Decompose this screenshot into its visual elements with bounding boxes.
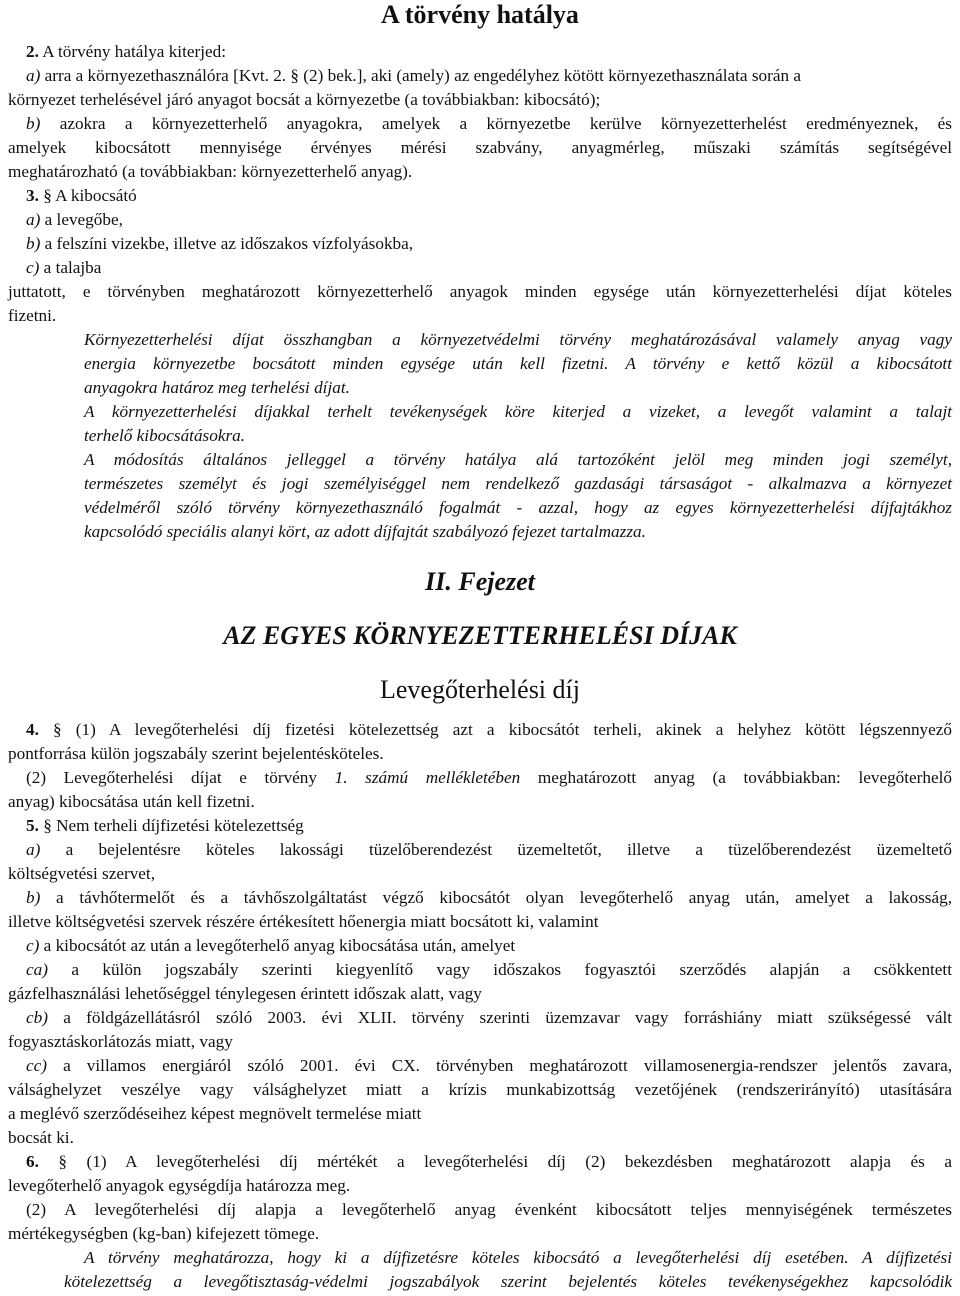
paragraph-6-line1 (8, 1150, 952, 1174)
paragraph-2b-cont1: amelyek kibocsátott mennyisége érvényes mérési szabvány, anyagmérleg, műszaki számítás segítségével (8, 138, 952, 157)
paragraph-text: a földgázellátásról szóló 2003. évi XLII. törvény szerinti üzemzavar vagy forráshiány miatt szükségessé vált (47, 1008, 952, 1027)
paragraph-5-heading (8, 814, 952, 838)
section-heading: Levegőterhelési díj (380, 675, 580, 704)
paragraph-5cc-cont1: válsághelyzet veszélye vagy válsághelyzet miatt a krízis munkabizottság vezetőjének (rendszerirányító) utasítására (8, 1080, 952, 1099)
paragraph-2a (8, 64, 952, 88)
paragraph-number: 3. (26, 186, 39, 205)
paragraph-5cc-cont2: a meglévő szerződéseihez képest megnövelt termelése miatt (8, 1104, 422, 1123)
paragraph-5a (8, 838, 952, 862)
commentary-1-line1: Környezetterhelési díjat összhangban a környezetvédelmi törvény meghatározásával valamely anyag vagy (84, 330, 952, 349)
point-label: b) (26, 114, 41, 133)
paragraph-text: meghatározott anyag (a továbbiakban: levegőterhelő (520, 768, 952, 787)
paragraph-text: A törvény hatálya kiterjed: (38, 42, 226, 61)
paragraph-6-2-line1: (2) A levegőterhelési díj alapja a levegőterhelő anyag évenként kibocsátott teljes mennyiségének természetes (26, 1200, 952, 1219)
point-label: cc) (26, 1056, 47, 1075)
point-label: a) (26, 66, 41, 85)
section-sign: § (43, 186, 52, 205)
paragraph-5cb-cont: fogyasztáskorlátozás miatt, vagy (8, 1032, 233, 1051)
paragraph-text: Nem terheli díjfizetési kötelezettség (51, 816, 304, 835)
paragraph-4-line2: pontforrása külön jogszabály szerint bejelentésköteles. (8, 744, 384, 763)
paragraph-text: a bejelentésre köteles lakossági tüzelőberendezést üzemeltetőt, illetve a tüzelőberendezést üzemeltető (40, 840, 952, 859)
paragraph-text: azokra a környezetterhelő anyagokra, amelyek a környezetbe kerülve környezetterhelést eredményeznek, és (40, 114, 952, 133)
chapter-heading: II. Fejezet (425, 567, 535, 596)
paragraph-number: 2. (26, 42, 39, 61)
commentary-2-line1: A környezetterhelési díjakkal terhelt tevékenységek köre kiterjed a vizeket, a levegőt valamint a talajt (84, 402, 952, 421)
commentary-1-line3: anyagokra határoz meg terhelési díjat. (84, 378, 350, 397)
point-label: b) (26, 234, 41, 253)
paragraph-2a-cont: környezet terhelésével járó anyagot bocsát a környezetbe (a továbbiakban: kibocsátó); (8, 90, 601, 109)
paragraph-5c (8, 934, 952, 958)
paragraph-3b (8, 232, 952, 256)
paragraph-5ca (8, 958, 952, 982)
section-sign: § (43, 816, 52, 835)
paragraph-3c (8, 256, 952, 280)
annex-reference: 1. számú mellékletében (334, 768, 521, 787)
paragraph-text: a felszíni vizekbe, illetve az időszakos vízfolyásokba, (40, 234, 414, 253)
paragraph-text: a levegőbe, (40, 210, 123, 229)
paragraph-text: (1) A levegőterhelési díj fizetési kötelezettség azt a kibocsátót terheli, akinek a helyhez kötött légszennyező (61, 720, 952, 739)
paragraph-text: (2) Levegőterhelési díjat e törvény (26, 768, 335, 787)
paragraph-2b-cont2: meghatározható (a továbbiakban: környezetterhelő anyag). (8, 162, 413, 181)
paragraph-4-2-cont: anyag) kibocsátása után kell fizetni. (8, 792, 255, 811)
commentary-4-line1: A törvény meghatározza, hogy ki a díjfizetésre köteles kibocsátó a levegőterhelési díj esetében. A díjfizetési (84, 1248, 952, 1267)
paragraph-text: a kibocsátót az után a levegőterhelő anyag kibocsátása után, amelyet (39, 936, 516, 955)
paragraph-5-tail: bocsát ki. (8, 1128, 74, 1147)
point-label: cb) (26, 1008, 48, 1027)
paragraph-3-tail2: fizetni. (8, 306, 57, 325)
point-label: ca) (26, 960, 48, 979)
point-label: c) (26, 258, 40, 277)
paragraph-3-heading (8, 184, 952, 208)
point-label: a) (26, 210, 41, 229)
paragraph-5cc (8, 1054, 952, 1078)
paragraph-2b (8, 112, 952, 136)
commentary-3-line2: természetes személyt és jogi személyiséggel nem rendelkező gazdasági társaságot - alkalmazva a környezet (84, 474, 952, 493)
paragraph-6-line2: levegőterhelő anyagok egységdíja határozza meg. (8, 1176, 351, 1195)
page-title: A törvény hatálya (381, 0, 579, 29)
paragraph-number: 6. (26, 1152, 39, 1171)
paragraph-5b (8, 886, 952, 910)
paragraph-text: a távhőtermelőt és a távhőszolgáltatást végző kibocsátót olyan levegőterhelő anyag után, amelyet a lakosság, (40, 888, 952, 907)
paragraph-5ca-cont: gázfelhasználási lehetőséggel ténylegesen érintett időszak alatt, vagy (8, 984, 482, 1003)
point-label: a) (26, 840, 41, 859)
point-label: b) (26, 888, 41, 907)
commentary-3-line1: A módosítás általános jelleggel a törvény hatálya alá tartozóként jelöl meg minden jogi személyt, (84, 450, 952, 469)
paragraph-text: A kibocsátó (51, 186, 137, 205)
paragraph-text: (1) A levegőterhelési díj mértékét a levegőterhelési díj (2) bekezdésben meghatározott alapja és a (67, 1152, 952, 1171)
paragraph-text: a külön jogszabály szerinti kiegyenlítő vagy időszakos fogyasztói szerződés alapján a csökkentett (47, 960, 952, 979)
point-label: c) (26, 936, 40, 955)
commentary-3-line4: kapcsolódó speciális alanyi kört, az adott díjfajtát szabályozó fejezet tartalmazza. (84, 522, 646, 541)
commentary-3-line3: védelméről szóló törvény környezethasználó fogalmát - azzal, hogy az egyes környezetterhelési díjfajtákhoz (84, 498, 952, 517)
paragraph-2-heading (8, 40, 952, 64)
commentary-2-line2: terhelő kibocsátásokra. (84, 426, 246, 445)
section-sign: § (58, 1152, 67, 1171)
paragraph-5cb (8, 1006, 952, 1030)
paragraph-6-2-line2: mértékegységben (kg-ban) kifejezett tömege. (8, 1224, 320, 1243)
paragraph-number: 5. (26, 816, 39, 835)
paragraph-4-line1 (8, 718, 952, 742)
commentary-1-line2: energia környezetbe bocsátott minden egysége után kell fizetni. A törvény e kettő közül a kibocsátott (84, 354, 952, 373)
paragraph-4-2 (8, 766, 952, 790)
paragraph-5b-cont: illetve költségvetési szervek részére értékesített hőenergia miatt bocsátott ki, valamint (8, 912, 599, 931)
paragraph-5a-cont: költségvetési szervet, (8, 864, 156, 883)
paragraph-text: arra a környezethasználóra [Kvt. 2. § (2) bek.], aki (amely) az engedélyhez kötött környezethasználata során a (40, 66, 801, 85)
paragraph-number: 4. (26, 720, 39, 739)
paragraph-text: a villamos energiáról szóló 2001. évi CX. törvényben meghatározott villamosenergia-rendszer jelentős zavara, (46, 1056, 952, 1075)
paragraph-3a (8, 208, 952, 232)
chapter-title: AZ EGYES KÖRNYEZETTERHELÉSI DÍJAK (223, 621, 737, 650)
commentary-4-line2: kötelezettség a levegőtisztaság-védelmi jogszabályok szerint bejelentés köteles tevékenységekhez kapcsolódik (64, 1272, 952, 1291)
paragraph-text: a talajba (39, 258, 102, 277)
section-sign: § (53, 720, 62, 739)
paragraph-3-tail1: juttatott, e törvényben meghatározott környezetterhelő anyagok minden egysége után környezetterhelési díjat köteles (8, 282, 952, 301)
